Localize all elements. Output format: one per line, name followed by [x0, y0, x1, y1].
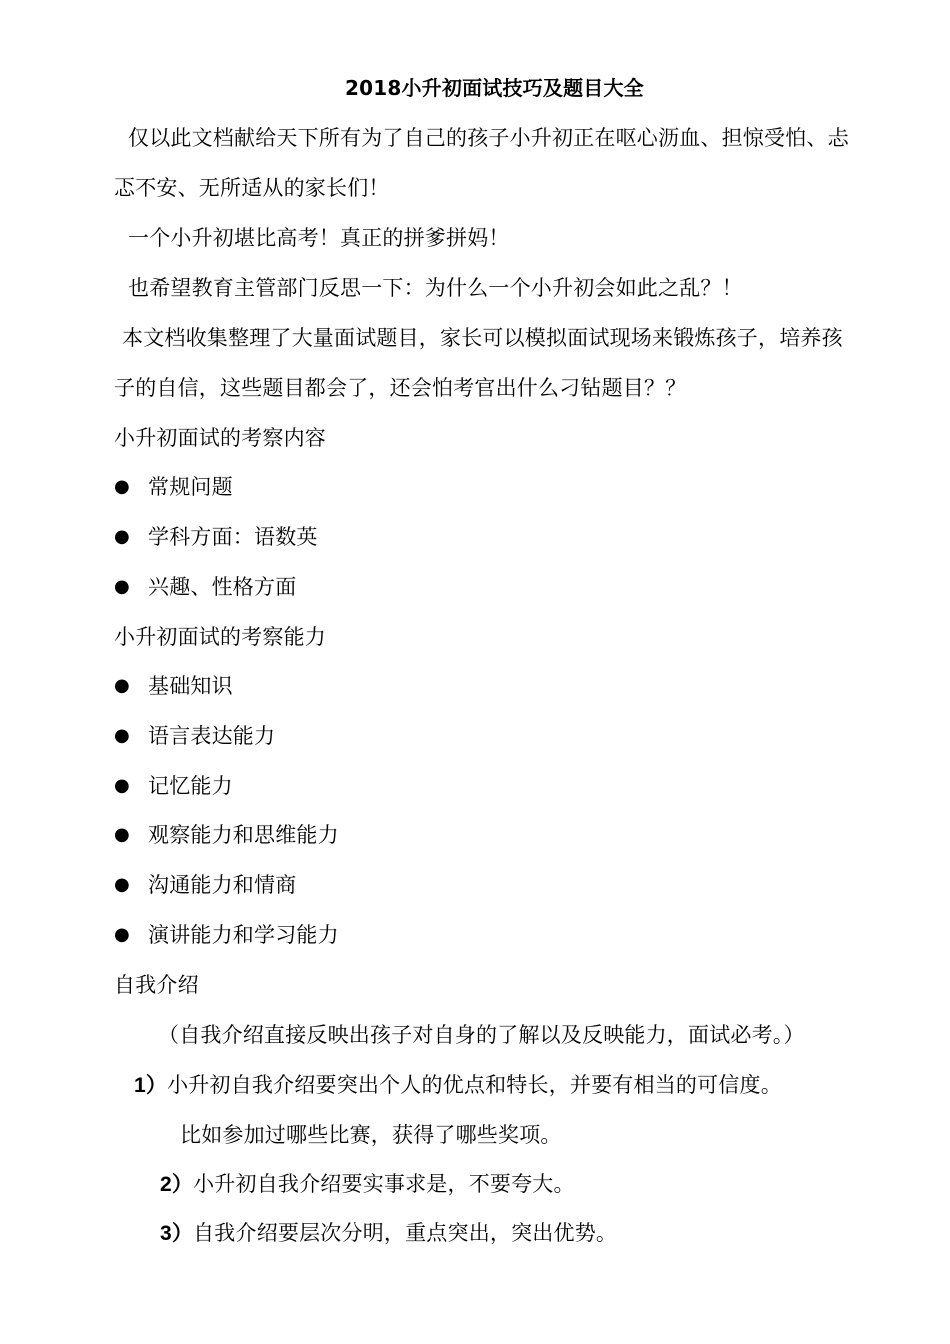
list-item: 学科方面：语数英	[148, 525, 318, 549]
list-item: 演讲能力和学习能力	[148, 923, 339, 947]
intro-line-4: 也希望教育主管部门反思一下：为什么一个小升初会如此之乱？！	[128, 276, 743, 300]
bullet-icon: ●	[114, 476, 130, 497]
bullet-icon: ●	[114, 526, 130, 547]
section-heading-self-intro: 自我介绍	[114, 973, 199, 997]
point-text: 小升初自我介绍要突出个人的优点和特长，并要有相当的可信度。	[167, 1073, 782, 1097]
bullet-icon: ●	[114, 725, 130, 746]
intro-line-2: 忑不安、无所适从的家长们！	[114, 176, 390, 200]
intro-line-5: 本文档收集整理了大量面试题目，家长可以模拟面试现场来锻炼孩子，培养孩	[122, 326, 843, 350]
point-number: 2）	[160, 1173, 194, 1196]
bullet-icon: ●	[114, 675, 130, 696]
intro-line-6: 子的自信，这些题目都会了，还会怕考官出什么刁钻题目？？	[114, 376, 687, 400]
bullet-icon: ●	[114, 924, 130, 945]
self-intro-point-2	[160, 1170, 575, 1199]
point-number: 3）	[160, 1222, 194, 1245]
self-intro-note: （自我介绍直接反映出孩子对自身的了解以及反映能力，面试必考。）	[158, 1023, 805, 1047]
list-item: 基础知识	[148, 674, 233, 698]
bullet-icon: ●	[114, 576, 130, 597]
point-number: 1）	[134, 1074, 168, 1097]
document-title: 2018小升初面试技巧及题目大全	[345, 76, 644, 100]
list-item: 观察能力和思维能力	[148, 823, 339, 847]
list-item: 沟通能力和情商	[148, 873, 297, 897]
self-intro-point-3	[160, 1219, 617, 1248]
bullet-icon: ●	[114, 824, 130, 845]
self-intro-point-1	[134, 1071, 782, 1100]
bullet-icon: ●	[114, 775, 130, 796]
list-item: 语言表达能力	[148, 724, 276, 748]
list-item: 兴趣、性格方面	[148, 575, 297, 599]
self-intro-point-1-example: 比如参加过哪些比赛，获得了哪些奖项。	[180, 1123, 562, 1147]
bullet-icon: ●	[114, 874, 130, 895]
section-heading-ability: 小升初面试的考察能力	[114, 625, 326, 649]
point-text: 自我介绍要层次分明，重点突出，突出优势。	[193, 1221, 618, 1245]
point-text: 小升初自我介绍要实事求是，不要夸大。	[193, 1172, 575, 1196]
list-item: 常规问题	[148, 475, 233, 499]
section-heading-content: 小升初面试的考察内容	[114, 426, 326, 450]
intro-line-1: 仅以此文档献给天下所有为了自己的孩子小升初正在呕心沥血、担惊受怕、忐	[128, 126, 849, 150]
intro-line-3: 一个小升初堪比高考！真正的拼爹拼妈！	[128, 226, 510, 250]
list-item: 记忆能力	[148, 774, 233, 798]
